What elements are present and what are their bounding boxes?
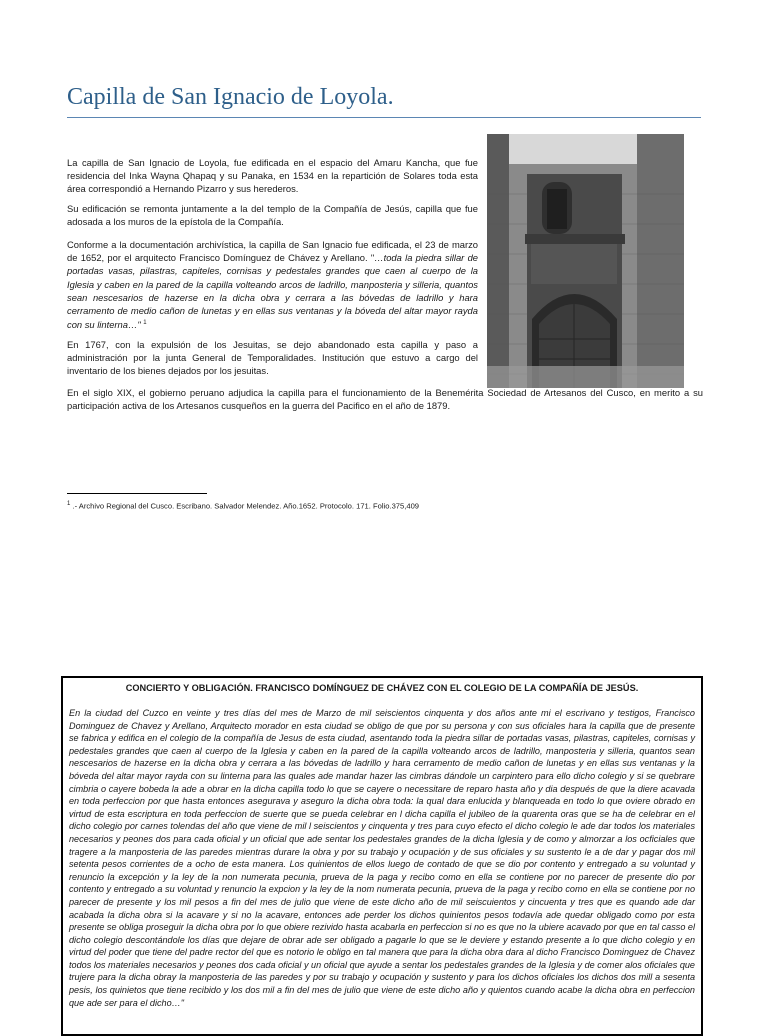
contract-transcription-box <box>61 676 703 1036</box>
title-underline <box>67 117 701 118</box>
page-title: Capilla de San Ignacio de Loyola. <box>67 84 394 110</box>
paragraph-expulsion: En 1767, con la expulsión de los Jesuitas, se dejo abandonado esta capilla y paso a administración por la junta General de Temporalidades. Institución que estuvo a cargo del inventario de los bienes dejados por los jesuitas. <box>67 339 478 377</box>
paragraph-archive-text: Conforme a la documentación archivística, la capilla de San Ignacio fue edificada, el 23 de marzo de 1652, por el arquitecto Francisco Domínguez de Chávez y Arellano. " <box>67 239 478 264</box>
contract-body-text: En la ciudad del Cuzco en veinte y tres días del mes de Marzo de mil seiscientos cinquenta y dos años ante mi el escrivano y testigos, Francisco Dominguez de Chavez y Arellano, Arquitecto morador en esta ciudad se obligo de que por su persona y con sus oficiales hara la capilla que de presente se fabrica y edifica en el colegio de la compañía de Jesus de esta ciudad, asentando toda la piedra sillar de portadas vasas, pilastras, capiteles, cornisas y pedestales grandes que caen al cuerpo de la Iglesia y caben en la pared de la capilla volteando arcos de ladrillo, manposteria y silleria, quantos sean nescesarios de hazerse en la dicha obra y cerrara a las bóvedas de ladrillo y hara cerramento de medio cañon de lunetas y en ellas sus ventanas y la bóveda del altar mayor rayda con su linterna para las quales ade mandar hazer las cimbras dándole un carpintero para ello dicho colegio y si se quebrare cimbria o cayere bobeda la ade a obrar en la dicha capilla todo lo que se cayere o necessitare de reparo hasta año y dia después de que la diere acavada en toda perfeccion por que hasta entonces asegurava y aseguro la dicha obra toda: la qual dara enlucida y blanqueada en todo lo que oviere obrado en virtud de esta escriptura en toda perfeccion de suerte que se pueda celebrar en l dicha capilla el jubileo de la quarenta oras que se ha de celebrar en el dicho colegio por carnes tolendas del año que viene de mil l seiscientos y cinquenta y tres para cuyo efecto el dicho colegio le ade dar todos los materiales necesarios y peones dos para cada oficial y un oficial que ade sentar los pedestales grandes de la dicha Iglesia y de como y almorzar a los ocficiales que tragere a la manposteria de las paredes mientras durare la obra y por su trabajo y ocupación y de sus oficiales y su sustento le a de dar y pagar dos mil setenta pesos corrientes de a ocho de esta manera. Los quinientos de ellos luego de contado de que se dio por contento y entregado a su voluntad y renuncio la excepción y la ley de la non numerata pecunia, prueva de la paga y recibo como en ella se contiene por no parecer de presente dio por contento y entregado a su voluntad y renuncio la expcion y la ley de la nom numerata pecunia, prueva de la paga y recibo como en ella se contiene por no parecer de presente y los mil pesos a fin del mes de julio que viene de este dicho año de mil seiscuientos y cincuenta y tres que es quando ade dar acabada la dicha obra si la acavare y si no la acavare, entonces ade perder los dichos quinientos pesos todavía ade quedar obligado como por esta presente se obliga proseguir la dicha obra por lo que obiere rezivido hasta acabarla en perfeccion si no es que no la ubiere acavado por que en tal casso el dicho colegio descontándole los días que dejare de obrar ade ser obligado a pagarle lo que se le deviere y estando presente a lo que dicho colegio y en virtud del poder que tiene del padre rector del que es notorio le obligo en tal manera que para la dicha obra dara al dicho Francisco Dominguez de Chavez todos los materiales necesarios y peones dos cada oficial y un oficial que ayude a sentar los pedestales grandes de la Iglesia y de comer alos oficiales que trujere para la dicha obray la manposteria de las paredes y por su trabajo y ocupación y sustento y para los dichos oficiales los dichos dos mill a sesenta pesis, los quinietos que tiene recibido y los dos mil a fin del mes de julio que viene de este dicho año y quientos cuando acabe la dicha obra en perfeccion <box>69 708 695 996</box>
church-portal-photo <box>487 134 684 388</box>
paragraph-origin: La capilla de San Ignacio de Loyola, fue edificada en el espacio del Amaru Kancha, que fue residencia del Inka Wayna Qhapaq y su Panaka, en 1534 en la repartición de Solares toda esta área correspondió a Hernando Pizarro y sus herederos. <box>67 157 478 195</box>
footnote <box>67 499 419 512</box>
footnote-marker: 1 <box>67 501 71 507</box>
footnote-separator <box>67 493 207 494</box>
paragraph-construction: Su edificación se remonta juntamente a la del templo de la Compañía de Jesús, capilla que fue adosada a los muros de la epístola de la Compañía. <box>67 203 478 228</box>
contract-title: CONCIERTO Y OBLIGACIÓN. FRANCISCO DOMÍNGUEZ DE CHÁVEZ CON EL COLEGIO DE LA COMPAÑÍA DE JESÚS. <box>125 683 639 693</box>
paragraph-nineteenth-century: En el siglo XIX, el gobierno peruano adjudica la capilla para el funcionamiento de la Benemérita Sociedad de Artesanos del Cusco, en merito a su participación activa de los Artesanos cusqueños en la guerra del Pacifico en el año de 1879. <box>67 387 703 412</box>
footnote-reference: 1 <box>143 320 147 327</box>
archive-quote: …toda la piedra sillar de portadas vasas, pilastras, capiteles, cornisas y pedestales grandes que caen al cuerpo de la Iglesia y caben en la pared de la capilla volteando arcos de ladrillo, manposteria y silleria, quantos sean nescesarios de hazerse en la dicha obra y cerrara a las bóvedas de ladrillo y hara cerramento de medio cañon de lunetas y en ellas sus ventanas y la bóveda del altar mayor rayda con su linterna…" <box>67 252 478 331</box>
footnote-text: .- Archivo Regional del Cusco. Escribano. Salvador Melendez. Año.1652. Protocolo. 171. Folio.375,409 <box>70 501 420 511</box>
paragraph-archive <box>67 238 478 332</box>
contract-body-tail: que ade ser para el dicho…" <box>69 997 184 1008</box>
contract-body <box>63 694 701 1009</box>
